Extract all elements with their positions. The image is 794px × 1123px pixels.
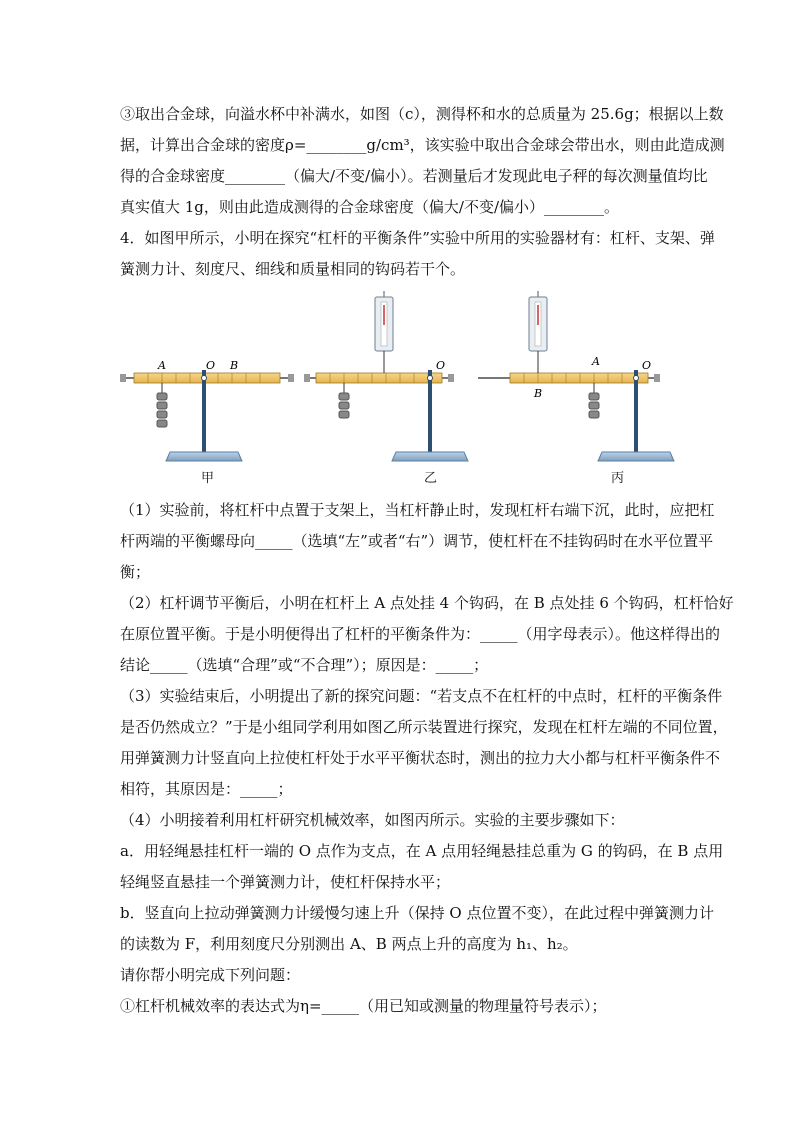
text-line: 得的合金球密度________（偏大/不变/偏小）。若测量后才发现此电子秤的每次测量值均比 — [120, 167, 708, 185]
text-line: 用弹簧测力计竖直向上拉使杠杆处于水平平衡状态时，测出的拉力大小都与杠杆平衡条件不 — [120, 749, 721, 767]
text-line: 是否仍然成立？”于是小组同学利用如图乙所示装置进行探究，发现在杠杆左端的不同位置， — [120, 718, 728, 736]
figure-yi — [304, 291, 468, 461]
lever-figure — [118, 285, 688, 494]
text-line: 的读数为 F，利用刻度尺分别测出 A、B 两点上升的高度为 h₁、h₂。 — [120, 935, 578, 953]
text-line: 在原位置平衡。于是小明便得出了杠杆的平衡条件为：_____（用字母表示）。他这样得出的 — [120, 625, 721, 643]
text-line: 衡； — [120, 563, 151, 581]
text-line: 据，计算出合金球的密度ρ=________g/cm³，该实验中取出合金球会带出水，则由此造成测 — [120, 136, 725, 154]
text-line: 结论_____（选填“合理”或“不合理”）；原因是：_____； — [120, 656, 489, 674]
question-4-intro: 4．如图甲所示，小明在探究“杠杆的平衡条件”实验中所用的实验器材有：杠杆、支架、弹 — [120, 229, 715, 247]
text-line: ①杠杆机械效率的表达式为η=_____（用已知或测量的物理量符号表示）； — [120, 997, 607, 1015]
text-line: （4）小明接着利用杠杆研究机械效率，如图丙所示。实验的主要步骤如下： — [120, 811, 625, 829]
text-line: （2）杠杆调节平衡后，小明在杠杆上 A 点处挂 4 个钩码，在 B 点处挂 6 个钩码，杠杆恰好 — [120, 594, 734, 612]
lever-figure-svg — [118, 285, 688, 490]
label-o: O — [206, 359, 216, 372]
label-b: B — [230, 359, 239, 372]
label-b: B — [534, 387, 543, 400]
caption-bing: 丙 — [611, 471, 625, 486]
caption-jia: 甲 — [201, 471, 215, 486]
text-line: ③取出合金球，向溢水杯中补满水，如图（c），测得杯和水的总质量为 25.6g；根据以上数 — [120, 105, 724, 123]
text-line: 请你帮小明完成下列问题： — [120, 966, 301, 984]
text-line: 轻绳竖直悬挂一个弹簧测力计，使杠杆保持水平； — [120, 873, 451, 891]
text-line: （1）实验前，将杠杆中点置于支架上，当杠杆静止时，发现杠杆右端下沉，此时，应把杠 — [120, 501, 715, 519]
question-4-intro: 簧测力计、刻度尺、细线和质量相同的钩码若干个。 — [120, 260, 466, 278]
caption-yi: 乙 — [424, 471, 438, 486]
text-line: b．竖直向上拉动弹簧测力计缓慢匀速上升（保持 O 点位置不变），在此过程中弹簧测力计 — [120, 904, 714, 922]
label-o: O — [436, 359, 446, 372]
label-a: A — [592, 355, 600, 368]
figure-jia — [120, 359, 294, 461]
label-o: O — [642, 359, 652, 372]
label-a: A — [158, 359, 166, 372]
text-line: a．用轻绳悬挂杠杆一端的 O 点作为支点，在 A 点用轻绳悬挂总重为 G 的钩码，在 B 点用 — [120, 842, 724, 860]
text-line: 真实值大 1g，则由此造成测得的合金球密度（偏大/不变/偏小）________。 — [120, 198, 620, 216]
figure-bing — [478, 291, 674, 461]
text-line: 相符，其原因是：_____； — [120, 780, 293, 798]
text-line: 杆两端的平衡螺母向_____（选填“左”或者“右”）调节，使杠杆在不挂钩码时在水平位置平 — [120, 532, 714, 550]
text-line: （3）实验结束后，小明提出了新的探究问题：“若支点不在杠杆的中点时，杠杆的平衡条件 — [120, 687, 723, 705]
